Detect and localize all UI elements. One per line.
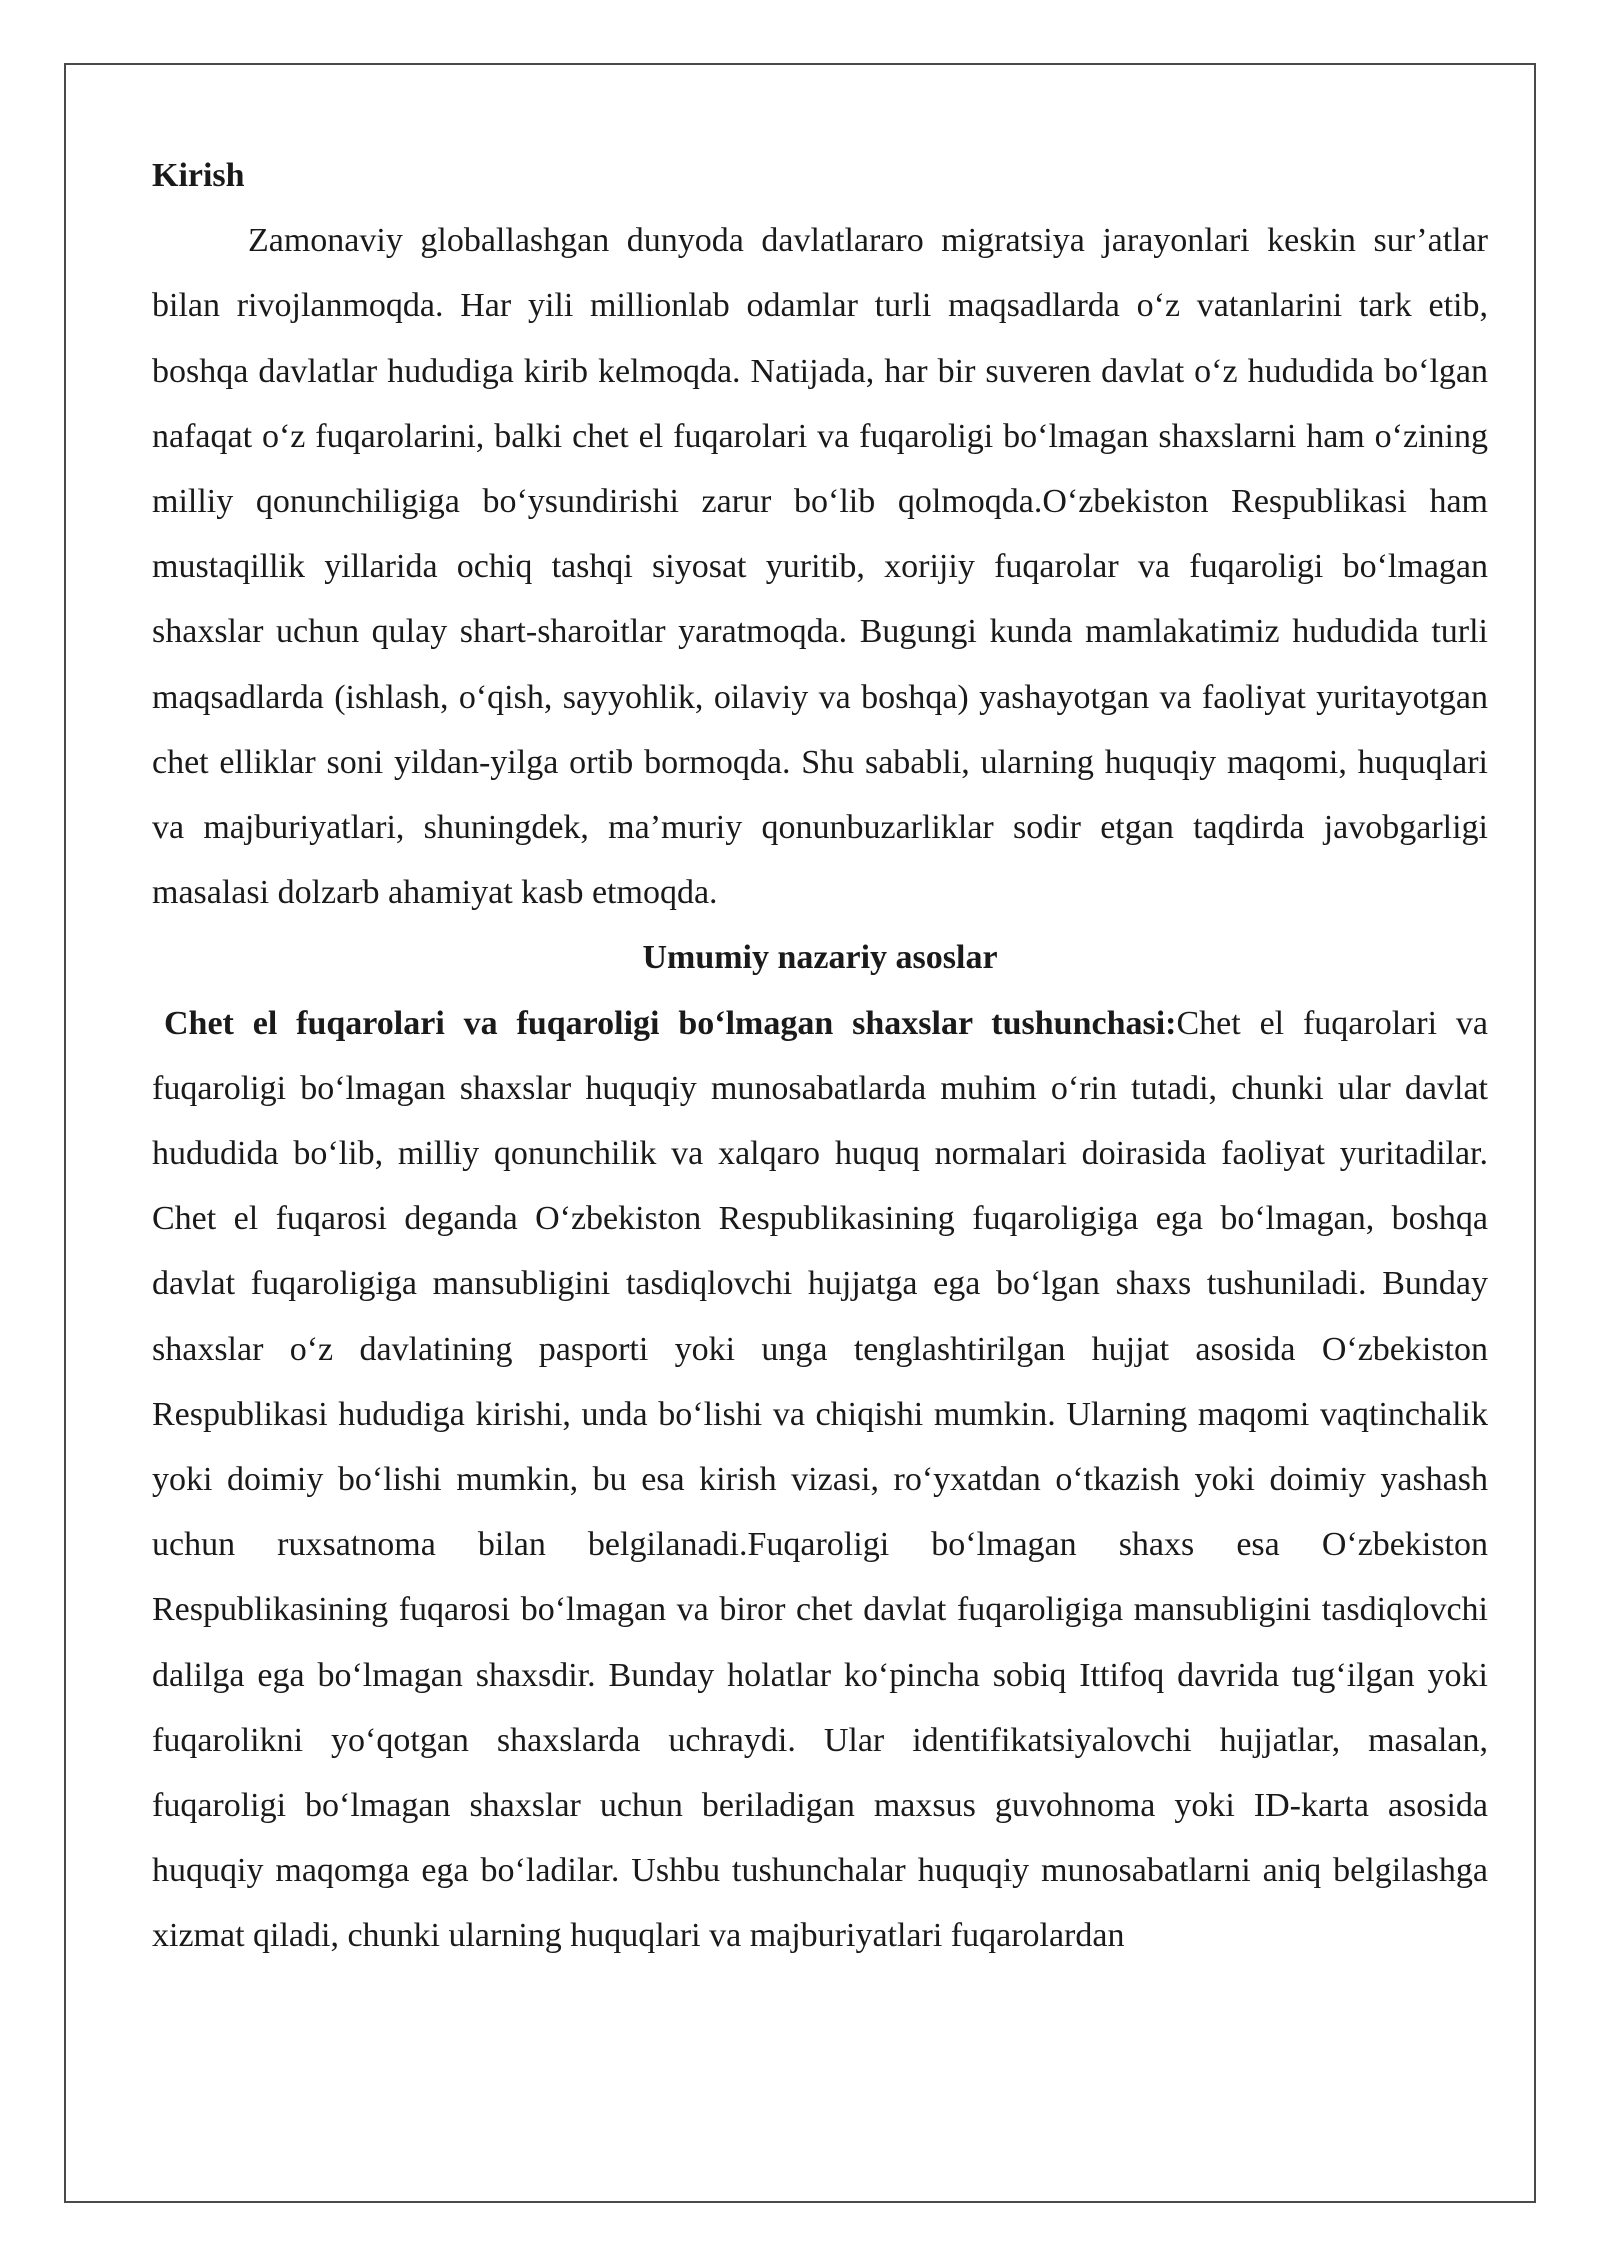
section-heading-intro: Kirish	[152, 157, 245, 194]
section-heading-theory: Umumiy nazariy asoslar	[642, 939, 998, 977]
paragraph-lead-term: Chet el fuqarolari va fuqaroligi bo‘lmagan shaxslar tushunchasi:	[164, 1004, 1177, 1042]
paragraph-intro: Zamonaviy globallashgan dunyoda davlatlararo migratsiya jarayonlari keskin sur’atlar bilan rivojlanmoqda. Har yili millionlab odamlar turli maqsadlarda o‘z vatanlarini tark etib, boshqa davlatlar hududiga kirib kelmoqda. Natijada, har bir suveren davlat o‘z hududida bo‘lgan nafaqat o‘z fuqarolarini, balki chet el fuqarolari va fuqaroligi bo‘lmagan shaxslarni ham o‘zining milliy qonunchiligiga bo‘ysundirishi zarur bo‘lib qolmoqda.O‘zbekiston Respublikasi ham mustaqillik yillarida ochiq tashqi siyosat yuritib, xorijiy fuqarolar va fuqaroligi bo‘lmagan shaxslar uchun qulay shart-sharoitlar yaratmoqda. Bugungi kunda mamlakatimiz hududida turli maqsadlarda (ishlash, o‘qish, sayyohlik, oilaviy va boshqa) yashayotgan va faoliyat yuritayotgan chet elliklar soni yildan-yilga ortib bormoqda. Shu sababli, ularning huquqiy maqomi, huquqlari va majburiyatlari, shuningdek, ma’muriy qonunbuzarliklar sodir etgan taqdirda javobgarligi masalasi dolzarb ahamiyat kasb etmoqda.	[152, 222, 1488, 912]
paragraph-definitions	[152, 991, 1488, 1969]
paragraph-definitions-text: Chet el fuqarolari va fuqaroligi bo‘lmagan shaxslar huquqiy munosabatlarda muhim o‘rin tutadi, chunki ular davlat hududida bo‘lib, milliy qonunchilik va xalqaro huquq normalari doirasida faoliyat yuritadilar. Chet el fuqarosi deganda O‘zbekiston Respublikasining fuqaroligiga ega bo‘lmagan, boshqa davlat fuqaroligiga mansubligini tasdiqlovchi hujjatga ega bo‘lgan shaxs tushuniladi. Bunday shaxslar o‘z davlatining pasporti yoki unga tenglashtirilgan hujjat asosida O‘zbekiston Respublikasi hududiga kirishi, unda bo‘lishi va chiqishi mumkin. Ularning maqomi vaqtinchalik yoki doimiy bo‘lishi mumkin, bu esa kirish vizasi, ro‘yxatdan o‘tkazish yoki doimiy yashash uchun ruxsatnoma bilan belgilanadi.Fuqaroligi bo‘lmagan shaxs esa O‘zbekiston Respublikasining fuqarosi bo‘lmagan va biror chet davlat fuqaroligiga mansubligini tasdiqlovchi dalilga ega bo‘lmagan shaxsdir. Bunday holatlar ko‘pincha sobiq Ittifoq davrida tug‘ilgan yoki fuqarolikni yo‘qotgan shaxslarda uchraydi. Ular identifikatsiyalovchi hujjatlar, masalan, fuqaroligi bo‘lmagan shaxslar uchun beriladigan maxsus guvohnoma yoki ID-karta asosida huquqiy maqomga ega bo‘ladilar. Ushbu tushunchalar huquqiy munosabatlarni aniq belgilashga xizmat qiladi, chunki ularning huquqlari va majburiyatlari fuqarolardan	[152, 1004, 1488, 1955]
document-body	[152, 143, 1488, 1969]
